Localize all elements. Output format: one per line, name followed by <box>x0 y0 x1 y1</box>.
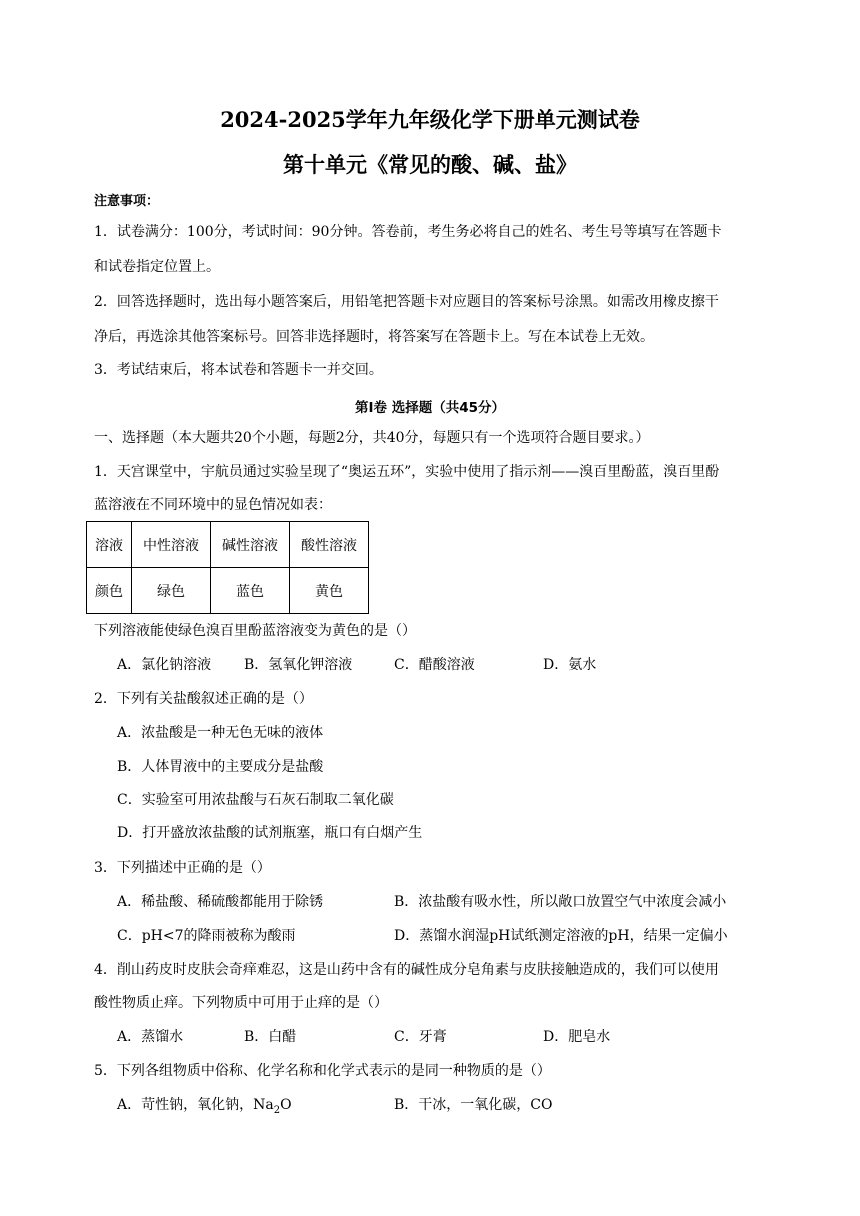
table-cell: 蓝色 <box>211 568 290 614</box>
question-4-line-2: 酸性物质止痒。下列物质中可用于止痒的是（） <box>94 995 388 1011</box>
question-1-line-1: 1．天宫课堂中，宇航员通过实验呈现了“奥运五环”，实验中使用了指示剂——溴百里酚蓝，溴百里酚 <box>94 464 720 480</box>
question-5-stem: 5．下列各组物质中俗称、化学名称和化学式表示的是同一种物质的是（） <box>94 1063 551 1079</box>
q5-option-a-suffix: O <box>280 1097 292 1113</box>
q2-option-c: C．实验室可用浓盐酸与石灰石制取二氧化碳 <box>117 792 394 808</box>
table-row <box>87 568 369 614</box>
q4-option-c: C．牙膏 <box>394 1029 447 1045</box>
q2-option-d: D．打开盛放浓盐酸的试剂瓶塞，瓶口有白烟产生 <box>117 825 423 841</box>
question-2-stem: 2．下列有关盐酸叙述正确的是（） <box>94 691 313 707</box>
note-3: 3．考试结束后，将本试卷和答题卡一并交回。 <box>94 362 383 378</box>
table-row <box>87 522 369 568</box>
table-cell: 颜色 <box>87 568 132 614</box>
q3-option-b: B．浓盐酸有吸水性，所以敞口放置空气中浓度会减小 <box>394 894 727 910</box>
q3-option-c: C．pH<7的降雨被称为酸雨 <box>117 928 296 944</box>
q5-option-a-text: A．苛性钠，氧化钠，Na <box>117 1097 274 1113</box>
table-cell: 溶液 <box>87 522 132 568</box>
section-heading: 第Ⅰ卷 选择题（共45分） <box>354 400 505 416</box>
note-1-line-1: 1．试卷满分：100分，考试时间：90分钟。答卷前，考生务必将自己的姓名、考生号等填写在答题卡 <box>94 224 722 240</box>
note-2-line-1: 2．回答选择题时，选出每小题答案后，用铅笔把答题卡对应题目的答案标号涂黑。如需改用橡皮擦干 <box>94 294 719 310</box>
q4-option-b: B．白醋 <box>244 1029 297 1045</box>
notes-heading: 注意事项： <box>94 194 160 209</box>
q3-option-a: A．稀盐酸、稀硫酸都能用于除锈 <box>117 894 324 910</box>
note-2-line-2: 净后，再选涂其他答案标号。回答非选择题时，将答案写在答题卡上。写在本试卷上无效。 <box>94 329 654 345</box>
subscript: 2 <box>273 1104 281 1116</box>
table-cell: 绿色 <box>132 568 211 614</box>
table-cell: 碱性溶液 <box>211 522 290 568</box>
part-one-instructions: 一、选择题（本大题共20个小题，每题2分，共40分，每题只有一个选项符合题目要求。） <box>94 430 650 446</box>
q1-option-b: B．氢氧化钾溶液 <box>244 657 353 673</box>
indicator-color-table <box>86 521 369 614</box>
q1-option-d: D．氨水 <box>543 657 597 673</box>
question-1-stem: 下列溶液能使绿色溴百里酚蓝溶液变为黄色的是（） <box>94 623 416 639</box>
table-cell: 中性溶液 <box>132 522 211 568</box>
question-1-line-2: 蓝溶液在不同环境中的显色情况如表： <box>94 497 332 513</box>
q1-option-a: A．氯化钠溶液 <box>117 657 212 673</box>
q5-option-a <box>117 1095 292 1121</box>
q1-option-c: C．醋酸溶液 <box>394 657 475 673</box>
q4-option-d: D．肥皂水 <box>543 1029 611 1045</box>
table-cell: 酸性溶液 <box>290 522 369 568</box>
q3-option-d: D．蒸馏水润湿pH试纸测定溶液的pH，结果一定偏小 <box>394 928 728 944</box>
q2-option-a: A．浓盐酸是一种无色无味的液体 <box>117 725 324 741</box>
question-3-stem: 3．下列描述中正确的是（） <box>94 860 271 876</box>
exam-title: 2024-2025学年九年级化学下册单元测试卷 <box>220 107 640 132</box>
question-4-line-1: 4．削山药皮时皮肤会奇痒难忍，这是山药中含有的碱性成分皂角素与皮肤接触造成的，我们可以使用 <box>94 962 719 978</box>
note-1-line-2: 和试卷指定位置上。 <box>94 259 220 275</box>
q2-option-b: B．人体胃液中的主要成分是盐酸 <box>117 759 324 775</box>
q5-option-b: B．干冰，一氧化碳，CO <box>394 1097 553 1113</box>
unit-title: 第十单元《常见的酸、碱、盐》 <box>283 152 577 177</box>
table-cell: 黄色 <box>290 568 369 614</box>
q4-option-a: A．蒸馏水 <box>117 1029 184 1045</box>
